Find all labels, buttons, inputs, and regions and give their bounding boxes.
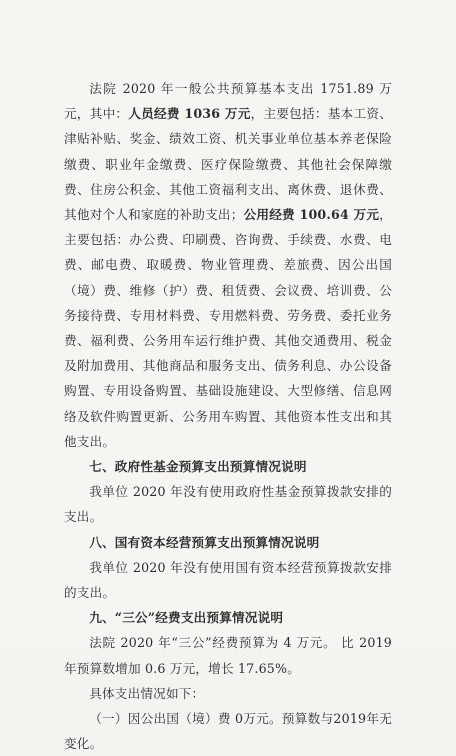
heading-section-9: 九、“三公”经费支出预算情况说明 <box>89 610 284 626</box>
paragraph-section-7: 我单位 2020 年没有使用政府性基金预算拨款安排的支出。 <box>64 484 392 525</box>
paragraph-details-intro: 具体支出情况如下： <box>89 685 205 701</box>
text-intro: 法院 2020 年一般公共预算基本支出 1751.89 万元，其中： <box>64 81 392 122</box>
text-public-items: ，主要包括：办公费、印刷费、咨询费、手续费、水费、电费、邮电费、取暖费、物业管理费、差旅费、因公出国（境）费、维修（护）费、租赁费、会议费、培训费、公务接待费、专用材料费、专用燃料费、劳务费、委托业务费、福利费、公务用车运行维护费、其他交通费用、税金及附加费用、其他商品和服务支出、债务利息、办公设备购置、专用设备购置、基础设施建设、大型修缮、信息网络及软件购置更新、公务用车购置、其他资本性支出和其他支出。 <box>64 207 392 449</box>
paragraph-overseas-travel: （一）因公出国（境）费 0万元。预算数与2019年无变化。 <box>64 711 392 752</box>
text-personnel-funds: 人员经费 1036 万元 <box>128 106 251 122</box>
paragraph-section-8: 我单位 2020 年没有使用国有资本经营预算拨款安排的支出。 <box>64 559 392 601</box>
text-personnel-items: ，主要包括：基本工资、津贴补贴、奖金、绩效工资、机关事业单位基本养老保险缴费、职业年金缴费、医疗保险缴费、其他社会保障缴费、住房公积金、其他工资福利支出、离休费、退休费、其他对个人和家庭的补助支出； <box>64 106 392 223</box>
paragraph-section-9: 法院 2020 年“三公”经费预算为 4 万元。 比 2019 年预算数增加 0.6 万元，增长 17.65%。 <box>64 635 392 676</box>
text-public-funds: 公用经费 100.64 万元 <box>243 207 380 223</box>
paragraph-basic-expenditure <box>64 76 392 454</box>
heading-section-7: 七、政府性基金预算支出预算情况说明 <box>89 459 307 475</box>
heading-section-8: 八、国有资本经营预算支出预算情况说明 <box>89 534 320 550</box>
document-body <box>64 76 392 756</box>
